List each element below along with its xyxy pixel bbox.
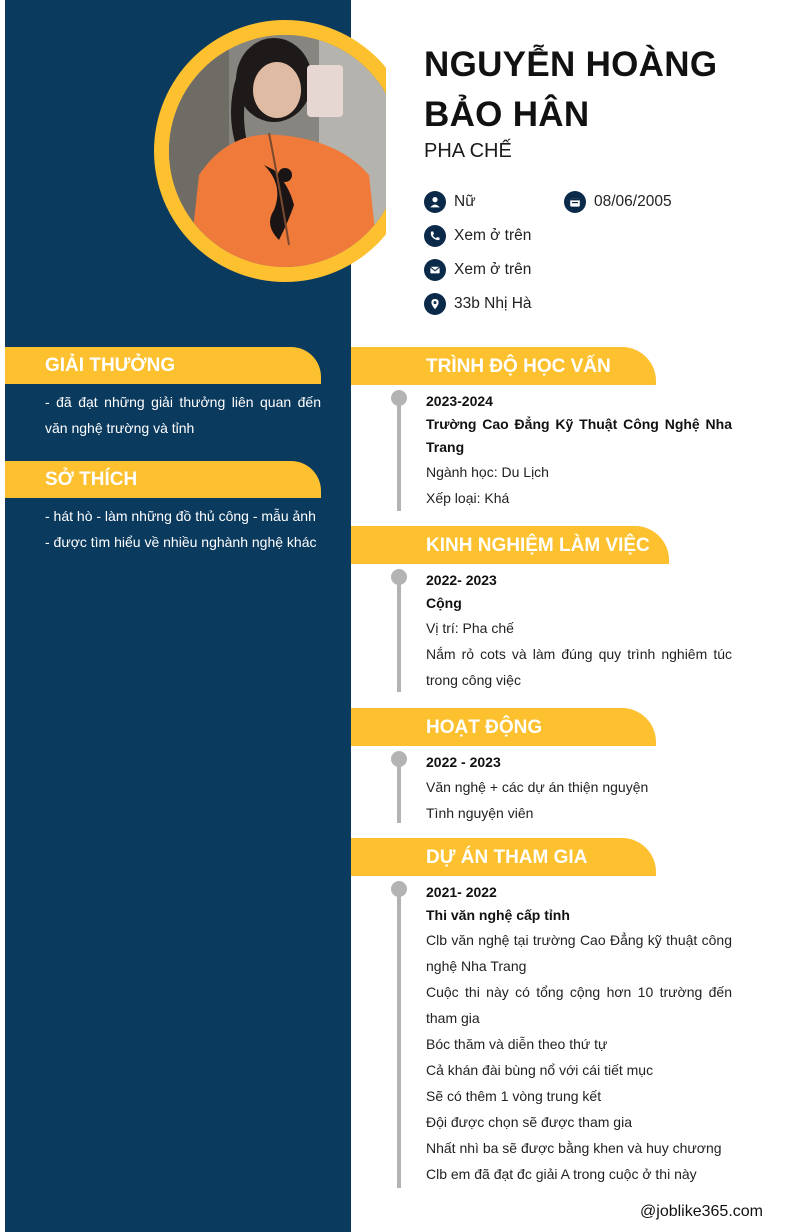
entry-line: Văn nghệ + các dự án thiện nguyện [426,779,649,795]
person-icon [424,191,446,213]
entry-line: Cả khán đài bùng nổ với cái tiết mục [426,1062,654,1078]
awards-text: - đã đạt những giải thưởng liên quan đến văn nghệ trường và tỉnh [45,394,321,436]
entry-line: Đội được chọn sẽ được tham gia [426,1114,632,1130]
projects-title: DỰ ÁN THAM GIA [426,847,588,868]
hobbies-title: SỞ THÍCH [45,469,138,490]
projects-entry [426,882,732,1187]
activities-timeline-dot [391,751,407,767]
entry-line: Tình nguyện viên [426,805,534,821]
email-value: Xem ở trên [454,261,532,278]
projects-timeline-dot [391,881,407,897]
birthdate-row [564,191,672,213]
entry-line: Nhất nhì ba sẽ được bằng khen và huy chương [426,1140,722,1156]
entry-line: Nắm rỏ cots và làm đúng quy trình nghiêm túc trong công việc [426,646,732,688]
education-entry [426,391,732,511]
activities-timeline [397,759,401,823]
entry-line: Xếp loại: Khá [426,490,510,506]
candidate-name: NGUYỄN HOÀNG BẢO HÂN [424,45,718,134]
entry-title: Trường Cao Đẳng Kỹ Thuật Công Nghệ Nha Trang [426,416,732,455]
avatar [169,35,401,267]
entry-date: 2022- 2023 [426,572,497,588]
experience-timeline [397,577,401,692]
site-watermark: @joblike365.com [640,1203,763,1220]
birthdate-value: 08/06/2005 [594,193,672,210]
entry-date: 2023-2024 [426,393,493,409]
email-icon [424,259,446,281]
entry-line: Sẽ có thêm 1 vòng trung kết [426,1088,602,1104]
address-row [424,293,532,315]
activities-heading [351,708,656,746]
entry-line: Clb em đã đạt đc giải A trong cuộc ở thi này [426,1166,697,1182]
education-title: TRÌNH ĐỘ HỌC VẤN [426,356,611,377]
hobbies-heading [5,461,321,498]
entry-line: Vị trí: Pha chế [426,620,514,636]
education-timeline-dot [391,390,407,406]
address-value: 33b Nhị Hà [454,295,532,312]
job-position: PHA CHẾ [424,140,512,162]
hobbies-text: - hát hò - làm những đồ thủ công - mẫu ảnh - được tìm hiểu về nhiều nghành nghệ khác [45,508,317,550]
experience-timeline-dot [391,569,407,585]
phone-row [424,225,531,247]
entry-date: 2021- 2022 [426,884,497,900]
calendar-icon [564,191,586,213]
entry-date: 2022 - 2023 [426,754,501,770]
entry-title: Thi văn nghệ cấp tỉnh [426,907,570,923]
gender-row [424,191,476,213]
awards-title: GIẢI THƯỞNG [45,355,176,376]
phone-icon [424,225,446,247]
gender-value: Nữ [454,193,476,210]
education-heading [351,347,656,385]
education-timeline [397,398,401,511]
experience-title: KINH NGHIỆM LÀM VIỆC [426,535,650,556]
entry-line: Cuộc thi này có tổng cộng hơn 10 trường đến tham gia [426,984,732,1026]
location-pin-icon [424,293,446,315]
entry-line: Ngành học: Du Lịch [426,464,549,480]
entry-title: Cộng [426,595,462,611]
activities-entry [426,752,732,826]
projects-timeline [397,889,401,1188]
phone-value: Xem ở trên [454,227,532,244]
email-row [424,259,531,281]
experience-entry [426,570,732,693]
experience-heading [351,526,669,564]
projects-heading [351,838,656,876]
activities-title: HOẠT ĐỘNG [426,717,543,738]
entry-line: Clb văn nghệ tại trường Cao Đẳng kỹ thuật công nghệ Nha Trang [426,932,732,974]
entry-line: Bóc thăm và diễn theo thứ tự [426,1036,608,1052]
awards-heading [5,347,321,384]
